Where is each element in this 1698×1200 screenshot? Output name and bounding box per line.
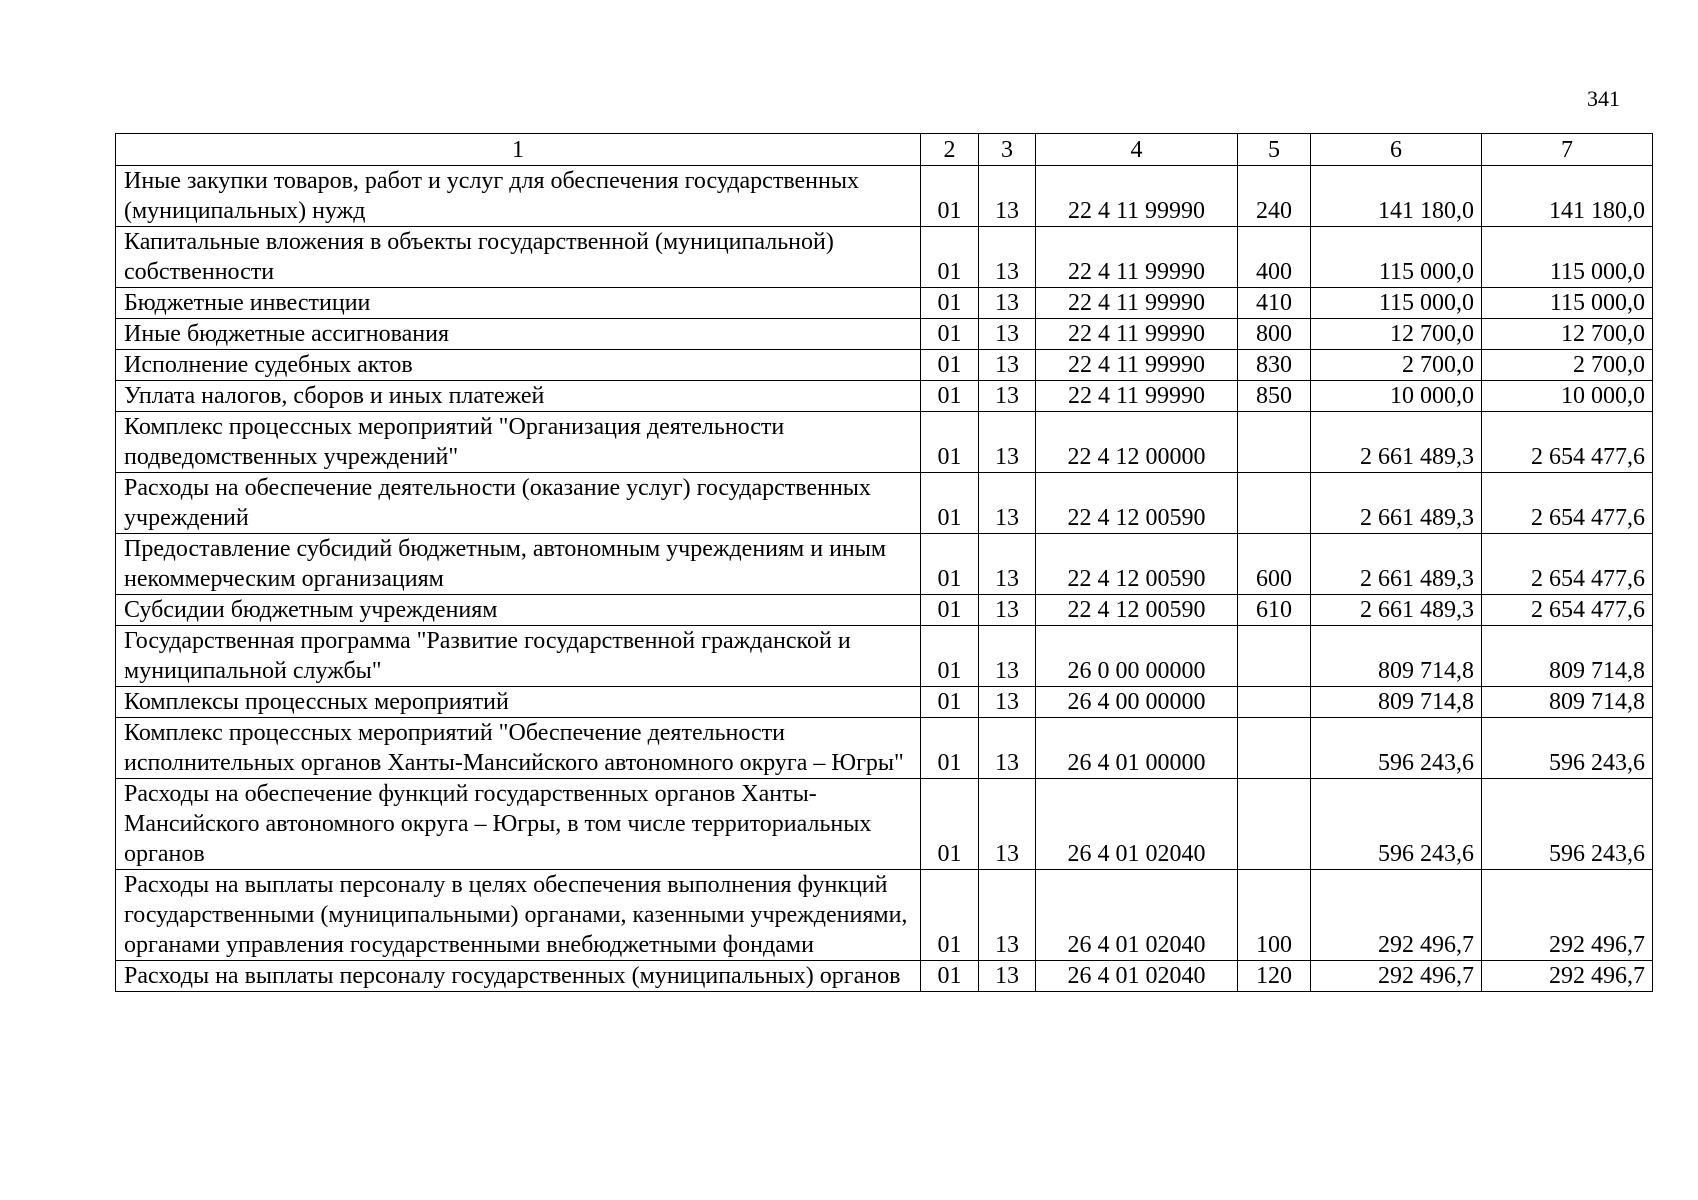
subsection-code-cell: 13	[979, 961, 1036, 992]
page-number: 341	[1587, 86, 1620, 111]
table-row	[116, 779, 1653, 870]
row-name-cell: Иные закупки товаров, работ и услуг для обеспечения государственных (муниципальных) нужд	[116, 166, 921, 227]
amount-year2-cell: 115 000,0	[1482, 288, 1653, 319]
subsection-code-cell: 13	[979, 166, 1036, 227]
amount-year2-cell: 596 243,6	[1482, 718, 1653, 779]
amount-year2-cell: 2 654 477,6	[1482, 473, 1653, 534]
amount-year1-cell: 115 000,0	[1311, 227, 1482, 288]
target-article-cell: 26 4 01 02040	[1036, 870, 1238, 961]
section-code-cell: 01	[921, 319, 979, 350]
amount-year1-cell: 115 000,0	[1311, 288, 1482, 319]
target-article-cell: 26 4 01 00000	[1036, 718, 1238, 779]
expense-type-cell: 410	[1238, 288, 1311, 319]
target-article-cell: 26 4 01 02040	[1036, 961, 1238, 992]
amount-year1-cell: 809 714,8	[1311, 687, 1482, 718]
row-name-cell: Предоставление субсидий бюджетным, автономным учреждениям и иным некоммерческим организациям	[116, 534, 921, 595]
amount-year1-cell: 2 661 489,3	[1311, 534, 1482, 595]
row-name-cell: Комплексы процессных мероприятий	[116, 687, 921, 718]
subsection-code-cell: 13	[979, 595, 1036, 626]
subsection-code-cell: 13	[979, 227, 1036, 288]
expense-type-cell	[1238, 718, 1311, 779]
table-row	[116, 350, 1653, 381]
section-code-cell: 01	[921, 534, 979, 595]
budget-table	[115, 133, 1653, 992]
amount-year1-cell: 596 243,6	[1311, 779, 1482, 870]
expense-type-cell: 850	[1238, 381, 1311, 412]
target-article-cell: 22 4 11 99990	[1036, 288, 1238, 319]
amount-year1-cell: 2 661 489,3	[1311, 595, 1482, 626]
section-code-cell: 01	[921, 381, 979, 412]
column-header-7: 7	[1482, 134, 1653, 166]
expense-type-cell	[1238, 412, 1311, 473]
amount-year1-cell: 10 000,0	[1311, 381, 1482, 412]
subsection-code-cell: 13	[979, 534, 1036, 595]
target-article-cell: 26 0 00 00000	[1036, 626, 1238, 687]
subsection-code-cell: 13	[979, 350, 1036, 381]
amount-year1-cell: 596 243,6	[1311, 718, 1482, 779]
table-row	[116, 870, 1653, 961]
subsection-code-cell: 13	[979, 288, 1036, 319]
amount-year2-cell: 2 700,0	[1482, 350, 1653, 381]
expense-type-cell	[1238, 687, 1311, 718]
expense-type-cell: 120	[1238, 961, 1311, 992]
expense-type-cell: 830	[1238, 350, 1311, 381]
expense-type-cell	[1238, 473, 1311, 534]
table-row	[116, 473, 1653, 534]
table-row	[116, 381, 1653, 412]
target-article-cell: 22 4 11 99990	[1036, 381, 1238, 412]
table-row	[116, 412, 1653, 473]
amount-year2-cell: 115 000,0	[1482, 227, 1653, 288]
subsection-code-cell: 13	[979, 870, 1036, 961]
table-row	[116, 166, 1653, 227]
amount-year1-cell: 292 496,7	[1311, 961, 1482, 992]
section-code-cell: 01	[921, 870, 979, 961]
section-code-cell: 01	[921, 473, 979, 534]
row-name-cell: Субсидии бюджетным учреждениям	[116, 595, 921, 626]
section-code-cell: 01	[921, 227, 979, 288]
subsection-code-cell: 13	[979, 779, 1036, 870]
row-name-cell: Иные бюджетные ассигнования	[116, 319, 921, 350]
amount-year2-cell: 292 496,7	[1482, 870, 1653, 961]
amount-year2-cell: 809 714,8	[1482, 626, 1653, 687]
column-header-4: 4	[1036, 134, 1238, 166]
table-row	[116, 961, 1653, 992]
row-name-cell: Государственная программа "Развитие государственной гражданской и муниципальной службы"	[116, 626, 921, 687]
table-row	[116, 718, 1653, 779]
amount-year1-cell: 2 700,0	[1311, 350, 1482, 381]
expense-type-cell	[1238, 779, 1311, 870]
subsection-code-cell: 13	[979, 381, 1036, 412]
table-row	[116, 687, 1653, 718]
row-name-cell: Комплекс процессных мероприятий "Обеспечение деятельности исполнительных органов Ханты-Мансийского автономного округа – Югры"	[116, 718, 921, 779]
expense-type-cell: 800	[1238, 319, 1311, 350]
amount-year1-cell: 141 180,0	[1311, 166, 1482, 227]
section-code-cell: 01	[921, 779, 979, 870]
amount-year2-cell: 12 700,0	[1482, 319, 1653, 350]
amount-year1-cell: 12 700,0	[1311, 319, 1482, 350]
subsection-code-cell: 13	[979, 473, 1036, 534]
row-name-cell: Расходы на обеспечение деятельности (оказание услуг) государственных учреждений	[116, 473, 921, 534]
target-article-cell: 26 4 01 02040	[1036, 779, 1238, 870]
target-article-cell: 22 4 11 99990	[1036, 166, 1238, 227]
table-row	[116, 534, 1653, 595]
section-code-cell: 01	[921, 288, 979, 319]
table-row	[116, 288, 1653, 319]
amount-year1-cell: 2 661 489,3	[1311, 412, 1482, 473]
row-name-cell: Расходы на выплаты персоналу государственных (муниципальных) органов	[116, 961, 921, 992]
table-header	[116, 134, 1653, 166]
target-article-cell: 22 4 12 00590	[1036, 534, 1238, 595]
amount-year1-cell: 292 496,7	[1311, 870, 1482, 961]
amount-year2-cell: 292 496,7	[1482, 961, 1653, 992]
section-code-cell: 01	[921, 166, 979, 227]
table-row	[116, 319, 1653, 350]
target-article-cell: 26 4 00 00000	[1036, 687, 1238, 718]
section-code-cell: 01	[921, 687, 979, 718]
target-article-cell: 22 4 11 99990	[1036, 319, 1238, 350]
expense-type-cell: 600	[1238, 534, 1311, 595]
target-article-cell: 22 4 12 00590	[1036, 473, 1238, 534]
header-row	[116, 134, 1653, 166]
column-header-3: 3	[979, 134, 1036, 166]
row-name-cell: Уплата налогов, сборов и иных платежей	[116, 381, 921, 412]
row-name-cell: Исполнение судебных актов	[116, 350, 921, 381]
target-article-cell: 22 4 12 00000	[1036, 412, 1238, 473]
section-code-cell: 01	[921, 718, 979, 779]
amount-year2-cell: 141 180,0	[1482, 166, 1653, 227]
amount-year2-cell: 2 654 477,6	[1482, 412, 1653, 473]
column-header-6: 6	[1311, 134, 1482, 166]
subsection-code-cell: 13	[979, 687, 1036, 718]
table-row	[116, 626, 1653, 687]
column-header-5: 5	[1238, 134, 1311, 166]
table-body	[116, 166, 1653, 992]
row-name-cell: Бюджетные инвестиции	[116, 288, 921, 319]
section-code-cell: 01	[921, 961, 979, 992]
row-name-cell: Капитальные вложения в объекты государственной (муниципальной) собственности	[116, 227, 921, 288]
amount-year2-cell: 2 654 477,6	[1482, 534, 1653, 595]
amount-year1-cell: 2 661 489,3	[1311, 473, 1482, 534]
row-name-cell: Комплекс процессных мероприятий "Организация деятельности подведомственных учреждений"	[116, 412, 921, 473]
target-article-cell: 22 4 11 99990	[1036, 227, 1238, 288]
amount-year2-cell: 809 714,8	[1482, 687, 1653, 718]
section-code-cell: 01	[921, 412, 979, 473]
table-row	[116, 227, 1653, 288]
subsection-code-cell: 13	[979, 718, 1036, 779]
subsection-code-cell: 13	[979, 626, 1036, 687]
target-article-cell: 22 4 11 99990	[1036, 350, 1238, 381]
amount-year2-cell: 596 243,6	[1482, 779, 1653, 870]
amount-year1-cell: 809 714,8	[1311, 626, 1482, 687]
row-name-cell: Расходы на выплаты персоналу в целях обеспечения выполнения функций государственными (муниципальными) органами, казенными учреждениями, органами управления государственными внебюджетными фондами	[116, 870, 921, 961]
section-code-cell: 01	[921, 626, 979, 687]
section-code-cell: 01	[921, 595, 979, 626]
column-header-1: 1	[116, 134, 921, 166]
expense-type-cell: 240	[1238, 166, 1311, 227]
column-header-2: 2	[921, 134, 979, 166]
section-code-cell: 01	[921, 350, 979, 381]
amount-year2-cell: 2 654 477,6	[1482, 595, 1653, 626]
table-row	[116, 595, 1653, 626]
subsection-code-cell: 13	[979, 319, 1036, 350]
target-article-cell: 22 4 12 00590	[1036, 595, 1238, 626]
amount-year2-cell: 10 000,0	[1482, 381, 1653, 412]
row-name-cell: Расходы на обеспечение функций государственных органов Ханты-Мансийского автономного округа – Югры, в том числе территориальных органов	[116, 779, 921, 870]
expense-type-cell: 610	[1238, 595, 1311, 626]
expense-type-cell	[1238, 626, 1311, 687]
expense-type-cell: 100	[1238, 870, 1311, 961]
expense-type-cell: 400	[1238, 227, 1311, 288]
subsection-code-cell: 13	[979, 412, 1036, 473]
